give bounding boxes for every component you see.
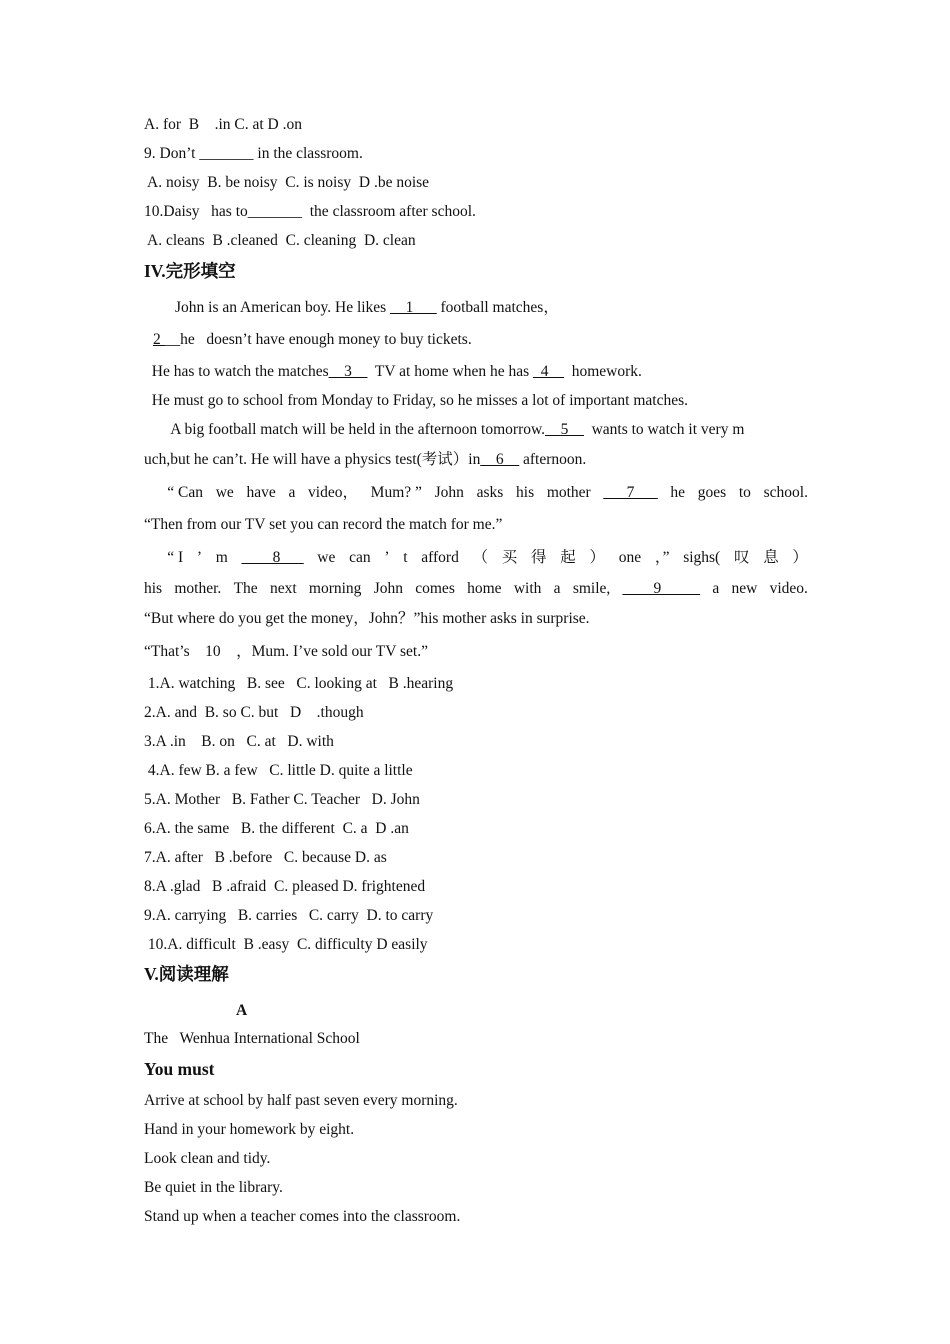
cloze-text: uch,but he can’t. He will have a physics test(考试）in <box>144 451 481 468</box>
question-9: 9. Don’t _______ in the classroom. <box>144 145 363 162</box>
cloze-word: video. <box>769 580 808 597</box>
rule-item: Stand up when a teacher comes into the classroom. <box>144 1208 461 1225</box>
cloze-word: home <box>467 580 502 597</box>
cloze-line-9 <box>144 549 808 567</box>
cloze-word: next <box>269 580 297 597</box>
cloze-word: “ I <box>144 549 184 566</box>
cloze-line-7 <box>144 484 808 502</box>
blank-8: ____8___ <box>241 549 304 566</box>
cloze-word: asks <box>476 484 504 501</box>
cloze-word: new <box>731 580 758 597</box>
cloze-text: homework. <box>564 363 642 380</box>
cloze-word: ） <box>792 549 808 566</box>
option-line-2: 2.A. and B. so C. but D .though <box>144 704 364 721</box>
question-10-options: A. cleans B .cleaned C. cleaning D. clean <box>144 232 416 249</box>
cloze-line-6 <box>144 451 586 469</box>
option-line-9: 9.A. carrying B. carries C. carry D. to carry <box>144 907 434 924</box>
school-name: The Wenhua International School <box>144 1030 360 1047</box>
cloze-word: a <box>553 580 561 597</box>
cloze-word: “ Can <box>144 484 203 501</box>
cloze-word: mother. <box>174 580 222 597</box>
blank-9: ____9_____ <box>622 580 701 597</box>
cloze-word: ’ <box>196 549 203 566</box>
cloze-word: mother <box>546 484 591 501</box>
cloze-text: wants to watch it very m <box>583 421 745 438</box>
option-line-3: 3.A .in B. on C. at D. with <box>144 733 334 750</box>
cloze-line-3 <box>144 363 642 381</box>
cloze-word: 叹 <box>733 549 750 566</box>
blank-6: __6__ <box>480 451 520 468</box>
section-5-title: V.阅读理解 <box>144 964 229 984</box>
question-8-options: A. for B .in C. at D .on <box>144 116 303 133</box>
cloze-word: with <box>513 580 542 597</box>
blank-3: __3__ <box>328 363 368 380</box>
rule-item: Arrive at school by half past seven every morning. <box>144 1092 458 1109</box>
cloze-word: school. <box>763 484 808 501</box>
cloze-line-10 <box>144 580 808 598</box>
cloze-word: 起 <box>560 549 576 566</box>
blank-5: __5__ <box>545 421 584 438</box>
cloze-word: afford <box>421 549 459 566</box>
passage-label: A <box>236 1002 248 1019</box>
option-line-7: 7.A. after B .before C. because D. as <box>144 849 387 866</box>
cloze-word: comes <box>415 580 455 597</box>
cloze-line-5 <box>144 421 744 439</box>
cloze-line-1 <box>144 299 559 317</box>
cloze-word: can <box>349 549 371 566</box>
question-9-options: A. noisy B. be noisy C. is noisy D .be noise <box>144 174 430 191</box>
cloze-word: we <box>317 549 336 566</box>
cloze-word: his <box>516 484 535 501</box>
option-line-1: 1.A. watching B. see C. looking at B .hearing <box>144 675 454 692</box>
cloze-word: John <box>373 580 403 597</box>
cloze-text: TV at home when he has <box>367 363 533 380</box>
cloze-word: ，” <box>654 549 670 566</box>
question-10: 10.Daisy has to_______ the classroom after school. <box>144 203 476 220</box>
cloze-word: 息 <box>763 549 779 566</box>
cloze-line-4: He must go to school from Monday to Friday, so he misses a lot of important matches. <box>144 392 689 409</box>
cloze-line-8: “Then from our TV set you can record the match for me.” <box>144 516 503 533</box>
cloze-word: ） <box>589 549 605 566</box>
rule-item: Be quiet in the library. <box>144 1179 283 1196</box>
cloze-word: goes <box>697 484 727 501</box>
cloze-word: t <box>403 549 408 566</box>
cloze-word: Mum? ” <box>370 484 422 501</box>
cloze-text: afternoon. <box>519 451 587 468</box>
cloze-word: morning <box>308 580 362 597</box>
cloze-word: 得 <box>531 549 547 566</box>
option-line-8: 8.A .glad B .afraid C. pleased D. frightened <box>144 878 426 895</box>
cloze-line-2 <box>153 331 472 349</box>
blank-2: 2 <box>153 331 165 348</box>
cloze-word: m <box>215 549 228 566</box>
blank-4: _4__ <box>533 363 564 380</box>
cloze-word: The <box>233 580 258 597</box>
rule-item: Look clean and tidy. <box>144 1150 271 1167</box>
cloze-word: to <box>738 484 751 501</box>
option-line-4: 4.A. few B. a few C. little D. quite a little <box>144 762 413 779</box>
cloze-line-11: “But where do you get the money，John？”his mother asks in surprise. <box>144 610 590 627</box>
cloze-text: A big football match will be held in the afternoon tomorrow. <box>144 421 546 438</box>
rule-item: Hand in your homework by eight. <box>144 1121 355 1138</box>
cloze-line-12: “That’s 10 ，Mum. I’ve sold our TV set.” <box>144 643 428 660</box>
cloze-word: （ <box>472 549 489 566</box>
blank-7: ___7___ <box>603 484 658 501</box>
cloze-word: his <box>144 580 163 597</box>
cloze-word: John <box>434 484 464 501</box>
cloze-word: 买 <box>501 549 518 566</box>
cloze-word: we <box>215 484 234 501</box>
cloze-text: He has to watch the matches <box>144 363 329 380</box>
cloze-word: a <box>712 580 720 597</box>
cloze-word: video， <box>308 484 358 501</box>
section-4-title: IV.完形填空 <box>144 261 236 281</box>
cloze-word: have <box>246 484 276 501</box>
cloze-word: smile, <box>572 580 611 597</box>
cloze-text: John is an American boy. He likes <box>144 299 391 316</box>
cloze-word: one <box>618 549 642 566</box>
cloze-word: ’ <box>384 549 390 566</box>
cloze-text: football matches， <box>436 299 559 316</box>
must-heading: You must <box>144 1059 215 1079</box>
option-line-10: 10.A. difficult B .easy C. difficulty D easily <box>144 936 428 953</box>
option-line-6: 6.A. the same B. the different C. a D .an <box>144 820 409 837</box>
blank-1: __1___ <box>390 299 437 316</box>
option-line-5: 5.A. Mother B. Father C. Teacher D. John <box>144 791 420 808</box>
cloze-text: __he doesn’t have enough money to buy tickets. <box>164 331 472 348</box>
cloze-word: a <box>288 484 296 501</box>
cloze-word: he <box>670 484 686 501</box>
cloze-word: sighs( <box>683 549 721 566</box>
